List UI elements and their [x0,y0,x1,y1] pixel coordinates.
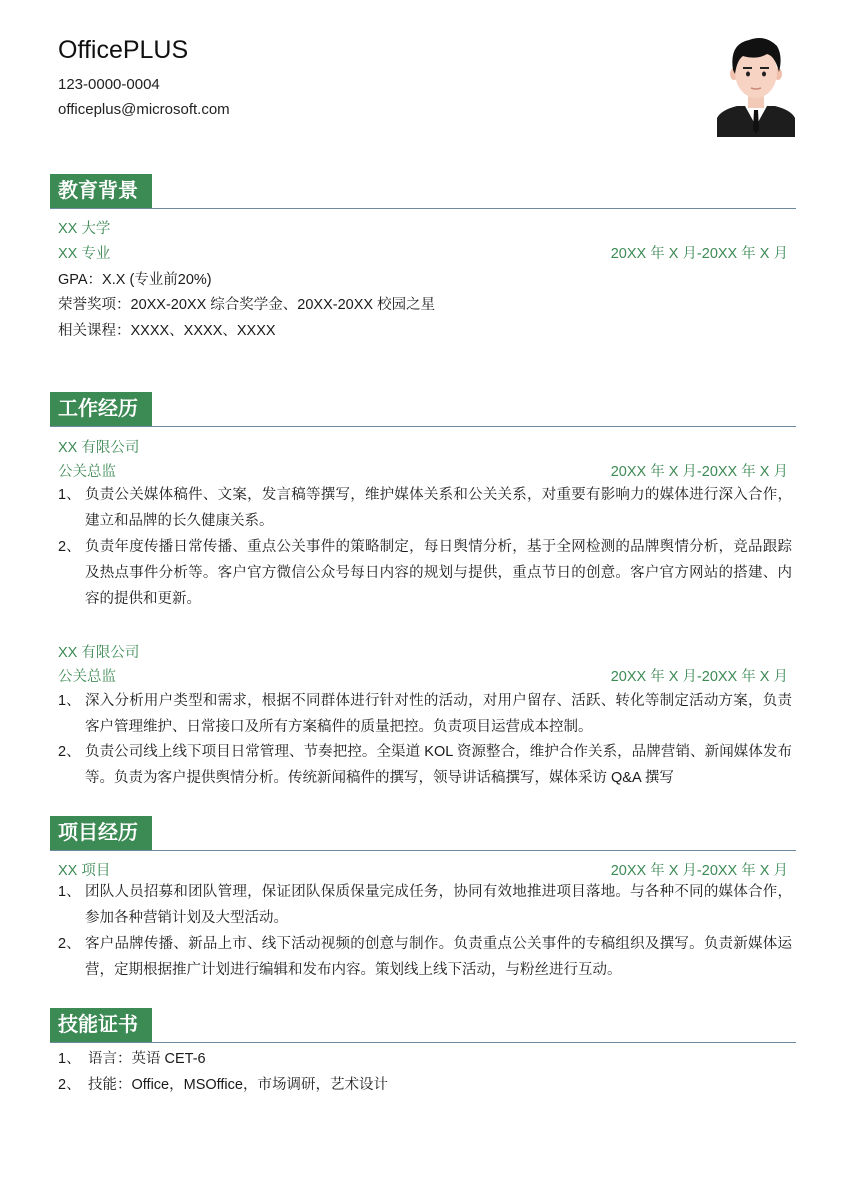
section-title-project: 项目经历 [50,816,152,850]
job-duty-item [58,739,792,791]
item-text: 深入分析用户类型和需求，根据不同群体进行针对性的活动，对用户留存、活跃、转化等制定活动方案，负责客户管理维护、日常接口及所有方案稿件的质量把控。负责项目运营成本控制。 [85,693,792,735]
section-title-work: 工作经历 [50,392,152,426]
section-divider [50,850,796,851]
section-title-education: 教育背景 [50,174,152,208]
section-divider [50,208,796,209]
job-date: 20XX 年 X 月-20XX 年 X 月 [610,669,788,685]
skill-item [58,1046,792,1072]
candidate-name: OfficePLUS [58,36,189,64]
section-header-project [50,816,796,850]
skill-item [58,1072,792,1098]
item-number: 1、 [58,487,81,503]
job-role-row [58,460,788,481]
project-row [58,859,788,880]
project-date: 20XX 年 X 月-20XX 年 X 月 [610,863,788,879]
job-duty-item [58,482,792,534]
section-header-education [50,174,796,208]
job-role-row [58,665,788,686]
email-address: officeplus@microsoft.com [58,101,230,118]
job-date: 20XX 年 X 月-20XX 年 X 月 [610,464,788,480]
job-role: 公关总监 [58,669,116,685]
job-company: XX 有限公司 [58,645,140,661]
education-gpa: GPA：X.X (专业前20%) [58,272,212,288]
item-text: 技能：Office，MSOffice，市场调研，艺术设计 [88,1077,388,1093]
section-title-skills: 技能证书 [50,1008,152,1042]
education-honors: 荣誉奖项：20XX-20XX 综合奖学金、20XX-20XX 校园之星 [58,297,436,313]
item-number: 1、 [58,1051,81,1067]
job-duty-item [58,534,792,612]
education-date: 20XX 年 X 月-20XX 年 X 月 [610,246,788,262]
job-role: 公关总监 [58,464,116,480]
item-number: 1、 [58,693,81,709]
item-text: 客户品牌传播、新品上市、线下活动视频的创意与制作。负责重点公关事件的专稿组织及撰写。负责新媒体运营，定期根据推广计划进行编辑和发布内容。策划线上线下活动，与粉丝进行互动。 [85,936,792,978]
phone-number: 123-0000-0004 [58,76,160,93]
item-number: 1、 [58,884,81,900]
education-major-row [58,242,788,263]
item-text: 负责公司线上线下项目日常管理、节奏把控。全渠道 KOL 资源整合，维护合作关系，品牌营销、新闻媒体发布等。负责为客户提供舆情分析。传统新闻稿件的撰写，领导讲话稿撰写，媒体采访 Q&A 撰写 [85,744,792,786]
education-major: XX 专业 [58,246,111,262]
item-text: 负责年度传播日常传播、重点公关事件的策略制定，每日舆情分析，基于全网检测的品牌舆情分析，竞品跟踪及热点事件分析等。客户官方微信公众号每日内容的规划与提供，重点节日的创意。客户官方网站的搭建、内容的提供和更新。 [85,539,792,607]
item-text: 语言：英语 CET-6 [88,1051,206,1067]
job-duty-item [58,688,792,740]
item-number: 2、 [58,1077,81,1093]
item-text: 负责公关媒体稿件、文案，发言稿等撰写，维护媒体关系和公关关系，对重要有影响力的媒体进行深入合作，建立和品牌的长久健康关系。 [85,487,792,529]
job-company: XX 有限公司 [58,440,140,456]
item-text: 团队人员招募和团队管理，保证团队保质保量完成任务，协同有效地推进项目落地。与各种不同的媒体合作，参加各种营销计划及大型活动。 [85,884,792,926]
project-item [58,879,792,931]
avatar-photo [717,34,795,137]
section-header-work [50,392,796,426]
section-divider [50,426,796,427]
item-number: 2、 [58,539,81,555]
item-number: 2、 [58,936,81,952]
section-header-skills [50,1008,796,1042]
section-divider [50,1042,796,1043]
item-number: 2、 [58,744,81,760]
project-item [58,931,792,983]
education-courses: 相关课程：XXXX、XXXX、XXXX [58,323,276,339]
education-school: XX 大学 [58,221,111,237]
project-name: XX 项目 [58,863,111,879]
